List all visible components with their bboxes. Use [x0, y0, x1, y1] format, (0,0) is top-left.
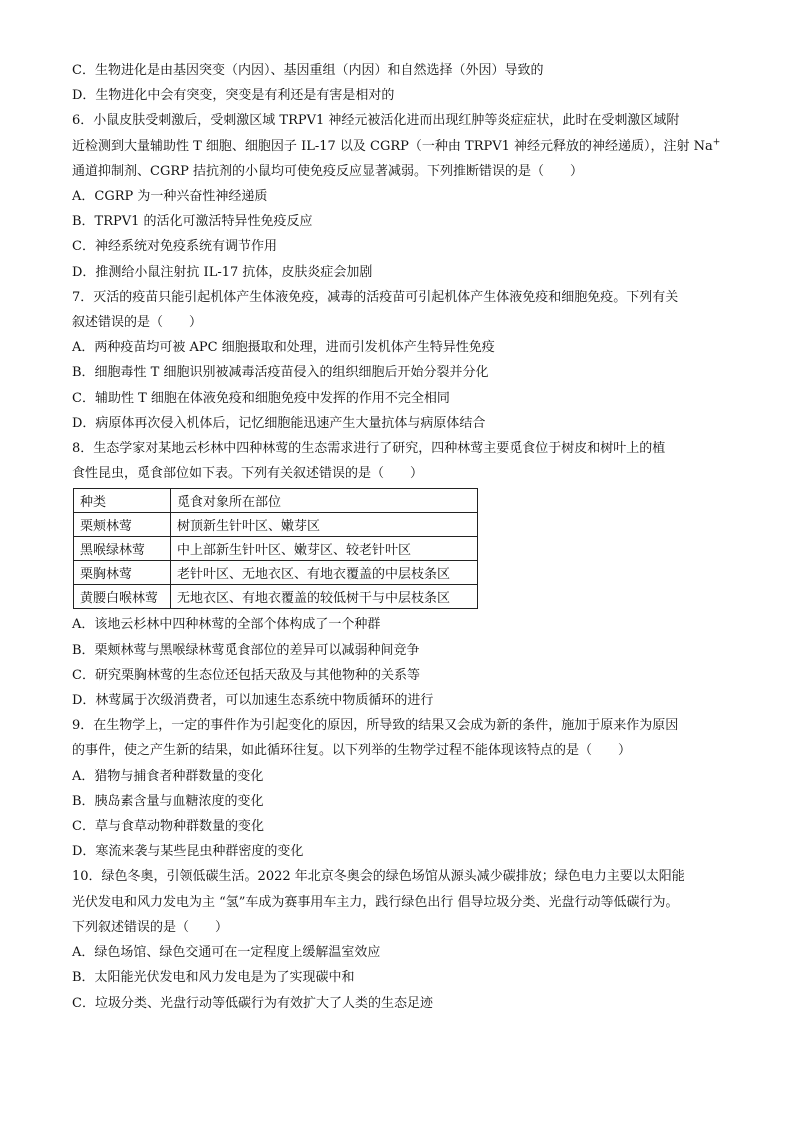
q7-option-c: C．辅助性 T 细胞在体液免疫和细胞免疫中发挥的作用不完全相同	[72, 390, 450, 406]
q9-option-b: B．胰岛素含量与血糖浓度的变化	[72, 793, 264, 809]
q6-stem-line2-text: 近检测到大量辅助性 T 细胞、细胞因子 IL-17 以及 CGRP（一种由 TRPV1 神经元释放的神经递质），注射 Na	[72, 138, 713, 154]
q9-stem-line2: 的事件，使之产生新的结果，如此循环往复。以下列举的生物学过程不能体现该特点的是（ ）	[72, 743, 632, 759]
q6-option-b: B．TRPV1 的活化可激活特异性免疫反应	[72, 214, 313, 230]
q7-stem-line2: 叙述错误的是（ ）	[72, 315, 203, 331]
q9-option-d: D．寒流来袭与某些昆虫种群密度的变化	[72, 844, 304, 860]
table-cell-location: 中上部新生针叶区、嫩芽区、较老针叶区	[171, 537, 478, 561]
table-cell-location: 老针叶区、无地衣区、有地衣覆盖的中层枝条区	[171, 561, 478, 585]
q7-option-b: B．细胞毒性 T 细胞识别被减毒活疫苗侵入的组织细胞后开始分裂并分化	[72, 365, 489, 381]
q10-option-b: B．太阳能光伏发电和风力发电是为了实现碳中和	[72, 970, 355, 986]
q8-stem-line1: 8．生态学家对某地云杉林中四种林莺的生态需求进行了研究，四种林莺主要觅食位于树皮和树叶上的植	[72, 441, 666, 457]
q6-option-d: D．推测给小鼠注射抗 IL-17 抗体，皮肤炎症会加剧	[72, 264, 373, 280]
q10-stem-line1: 10．绿色冬奥，引领低碳生活。2022 年北京冬奥会的绿色场馆从源头减少碳排放；绿色电力主要以太阳能	[72, 869, 685, 885]
table-row	[74, 537, 478, 561]
q6-na-superscript: +	[712, 137, 721, 148]
q10-option-a: A．绿色场馆、绿色交通可在一定程度上缓解温室效应	[72, 945, 381, 961]
q8-option-d: D．林莺属于次级消费者，可以加速生态系统中物质循环的进行	[72, 693, 434, 709]
table-cell-species: 栗胸林莺	[74, 561, 171, 585]
q7-option-d: D．病原体再次侵入机体后，记忆细胞能迅速产生大量抗体与病原体结合	[72, 415, 486, 431]
q8-option-c: C．研究栗胸林莺的生态位还包括天敌及与其他物种的关系等	[72, 667, 420, 683]
q6-stem-line3: 通道抑制剂、CGRP 拮抗剂的小鼠均可使免疫反应显著减弱。下列推断错误的是（ ）	[72, 163, 583, 179]
q9-option-a: A．猎物与捕食者种群数量的变化	[72, 768, 264, 784]
q6-option-a: A．CGRP 为一种兴奋性神经递质	[72, 189, 268, 205]
table-header-species: 种类	[74, 489, 171, 513]
q6-stem-line1: 6．小鼠皮肤受刺激后，受刺激区域 TRPV1 神经元被活化进而出现红肿等炎症症状，此时在受刺激区域附	[72, 113, 680, 129]
exam-page	[72, 58, 722, 1016]
q9-stem-line1: 9．在生物学上，一定的事件作为引起变化的原因，所导致的结果又会成为新的条件，施加于原来作为原因	[72, 718, 679, 734]
q10-stem-line3: 下列叙述错误的是（ ）	[72, 919, 229, 935]
q10-option-c: C．垃圾分类、光盘行动等低碳行为有效扩大了人类的生态足迹	[72, 995, 433, 1011]
table-cell-species: 黄腰白喉林莺	[74, 585, 171, 609]
warbler-foraging-table	[73, 488, 478, 609]
q6-stem-line2	[72, 134, 722, 159]
q7-option-a: A．两种疫苗均可被 APC 细胞摄取和处理，进而引发机体产生特异性免疫	[72, 340, 495, 356]
q5-option-c: C．生物进化是由基因突变（内因）、基因重组（内因）和自然选择（外因）导致的	[72, 63, 544, 78]
table-cell-species: 栗颊林莺	[74, 513, 171, 537]
q8-stem-line2: 食性昆虫，觅食部位如下表。下列有关叙述错误的是（ ）	[72, 466, 424, 482]
table-row	[74, 513, 478, 537]
table-cell-location: 无地衣区、有地衣覆盖的较低树干与中层枝条区	[171, 585, 478, 609]
q7-stem-line1: 7．灭活的疫苗只能引起机体产生体液免疫，减毒的活疫苗可引起机体产生体液免疫和细胞免疫。下列有关	[72, 289, 679, 305]
q9-option-c: C．草与食草动物种群数量的变化	[72, 819, 264, 835]
q6-option-c: C．神经系统对免疫系统有调节作用	[72, 239, 277, 255]
q10-stem-line2: 光伏发电和风力发电为主 “氢”车成为赛事用车主力，践行绿色出行 倡导垃圾分类、光盘行动等低碳行为。	[72, 894, 679, 910]
q8-option-b: B．栗颊林莺与黑喉绿林莺觅食部位的差异可以减弱种间竞争	[72, 642, 420, 658]
q8-option-a: A．该地云杉林中四种林莺的全部个体构成了一个种群	[72, 617, 381, 633]
table-row	[74, 585, 478, 609]
table-cell-location: 树顶新生针叶区、嫩芽区	[171, 513, 478, 537]
table-header-location: 觅食对象所在部位	[171, 489, 478, 513]
table-row	[74, 561, 478, 585]
q5-option-d: D．生物进化中会有突变，突变是有利还是有害是相对的	[72, 88, 395, 104]
table-header-row	[74, 489, 478, 513]
table-cell-species: 黑喉绿林莺	[74, 537, 171, 561]
